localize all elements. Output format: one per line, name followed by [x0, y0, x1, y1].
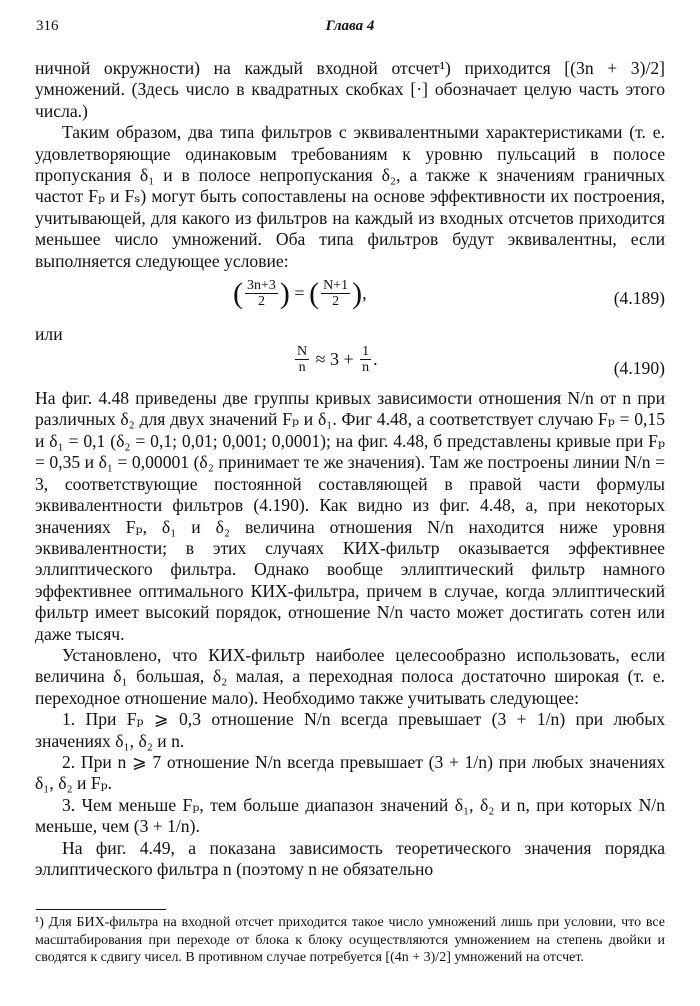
running-title: Глава 4 — [325, 18, 375, 34]
eq190-lhs-numerator: N — [297, 344, 308, 360]
connective-word: или — [35, 324, 63, 345]
eq190-lhs-denominator: n — [298, 360, 306, 376]
footnote-divider — [36, 909, 166, 910]
eq189-rhs-numerator: N+1 — [323, 278, 349, 294]
eq190-rhs-numerator: 1 — [362, 344, 370, 360]
equation-number-4-189: (4.189) — [613, 288, 665, 309]
list-item-3: 3. Чем меньше Fₚ, тем больше диапазон значений δ₁, δ₂ и n, при которых N/n меньше, чем (3 + 1/n). — [35, 794, 665, 837]
eq189-lhs-denominator: 2 — [257, 294, 265, 310]
eq190-rhs-denominator: n — [362, 360, 370, 376]
equation-4-190 — [35, 344, 665, 388]
eq189-equals: = — [294, 282, 305, 303]
equation-4-190-expression — [293, 344, 378, 375]
equation-4-189 — [35, 274, 665, 324]
paragraph-equivalence: Таким образом, два типа фильтров с эквивалентными характеристиками (т. е. удовлетворяющие одинаковым требованиям к уровню пульсаций в полосе пропускания δ₁ и в полосе непропускания δ₂, а также к значениям граничных частот Fₚ и Fₛ) могут быть сопоставлены на основе эффективности их построения, учитывающей, для какого из фильтров на каждый из входных отсчетов приходится меньшее число умножений. Оба типа фильтров будут эквивалентны, если выполняется следующее условие: — [35, 122, 665, 271]
eq189-tail: , — [362, 282, 367, 303]
list-item-1: 1. При Fₚ ⩾ 0,3 отношение N/n всегда превышает (3 + 1/n) при любых значениях δ₁, δ₂ и n. — [35, 709, 665, 751]
page-number: 316 — [36, 18, 59, 34]
paragraph-continuation: ничной окружности) на каждый входной отсчет¹) приходится [(3n + 3)/2] умножений. (Здесь число в квадратных скобках [·] обозначает целую часть этого числа.) — [35, 58, 665, 121]
list-item-2: 2. При n ⩾ 7 отношение N/n всегда превышает (3 + 1/n) при любых значениях δ₁, δ₂ и Fₚ. — [35, 751, 665, 794]
equation-4-189-expression: ( $\frac{3n+3}{2}$ ) = ( $\frac{N+1}{2}$ ), — [233, 276, 367, 310]
eq190-approx: ≈ 3 + — [315, 348, 354, 369]
running-header — [36, 14, 664, 38]
main-text — [35, 58, 665, 880]
paragraph-figure-4-48: На фиг. 4.48 приведены две группы кривых зависимости отношения N/n от n при различных δ₂ для двух значений Fₚ и δ₁. Фиг 4.48, а соответствует случаю Fₚ = 0,15 и δ₁ = 0,1 (δ₂ = 0,1; 0,01; 0,001; 0,0001); на фиг. 4.48, б представлены кривые при Fₚ = 0,35 и δ₁ = 0,00001 (δ₂ принимает те же значения). Там же построены линии N/n = 3, соответствующие постоянной составляющей в правой части формулы эквивалентности фильтров (4.190). Как видно из фиг. 4.48, а, при некоторых значениях Fₚ, δ₁ и δ₂ величина отношения N/n находится ниже уровня эквивалентности; в этих случаях КИХ-фильтр оказывается эффективнее эллиптического фильтра. Однако вообще эллиптический фильтр намного эффективнее оптимального КИХ-фильтра, причем в случае, когда эллиптический фильтр имеет высокий порядок, отношение N/n часто может достигать сотен или даже тысяч. — [35, 388, 665, 644]
footnote: ¹) Для БИХ-фильтра на входной отсчет приходится такое число умножений лишь при условии, что все масштабирования при переходе от блока к блоку осуществляются умножением на степень двойки и сводятся к сдвигу чисел. В противном случае потребуется [(4n + 3)/2] умножений на отсчет. — [35, 915, 665, 966]
eq189-rhs-denominator: 2 — [332, 294, 340, 310]
paragraph-figure-4-49: На фиг. 4.49, а показана зависимость теоретического значения порядка эллиптического фильтра n (поэтому n не обязательно — [35, 837, 665, 879]
eq190-tail: . — [373, 348, 378, 369]
equation-number-4-190: (4.190) — [613, 358, 665, 379]
paragraph-fir-usage: Установлено, что КИХ-фильтр наиболее целесообразно использовать, если величина δ₁ большая, δ₂ малая, а переходная полоса достаточно широкая (т. е. переходное отношение мало). Необходимо также учитывать следующее: — [35, 644, 665, 708]
eq189-lhs-numerator: 3n+3 — [247, 278, 276, 294]
